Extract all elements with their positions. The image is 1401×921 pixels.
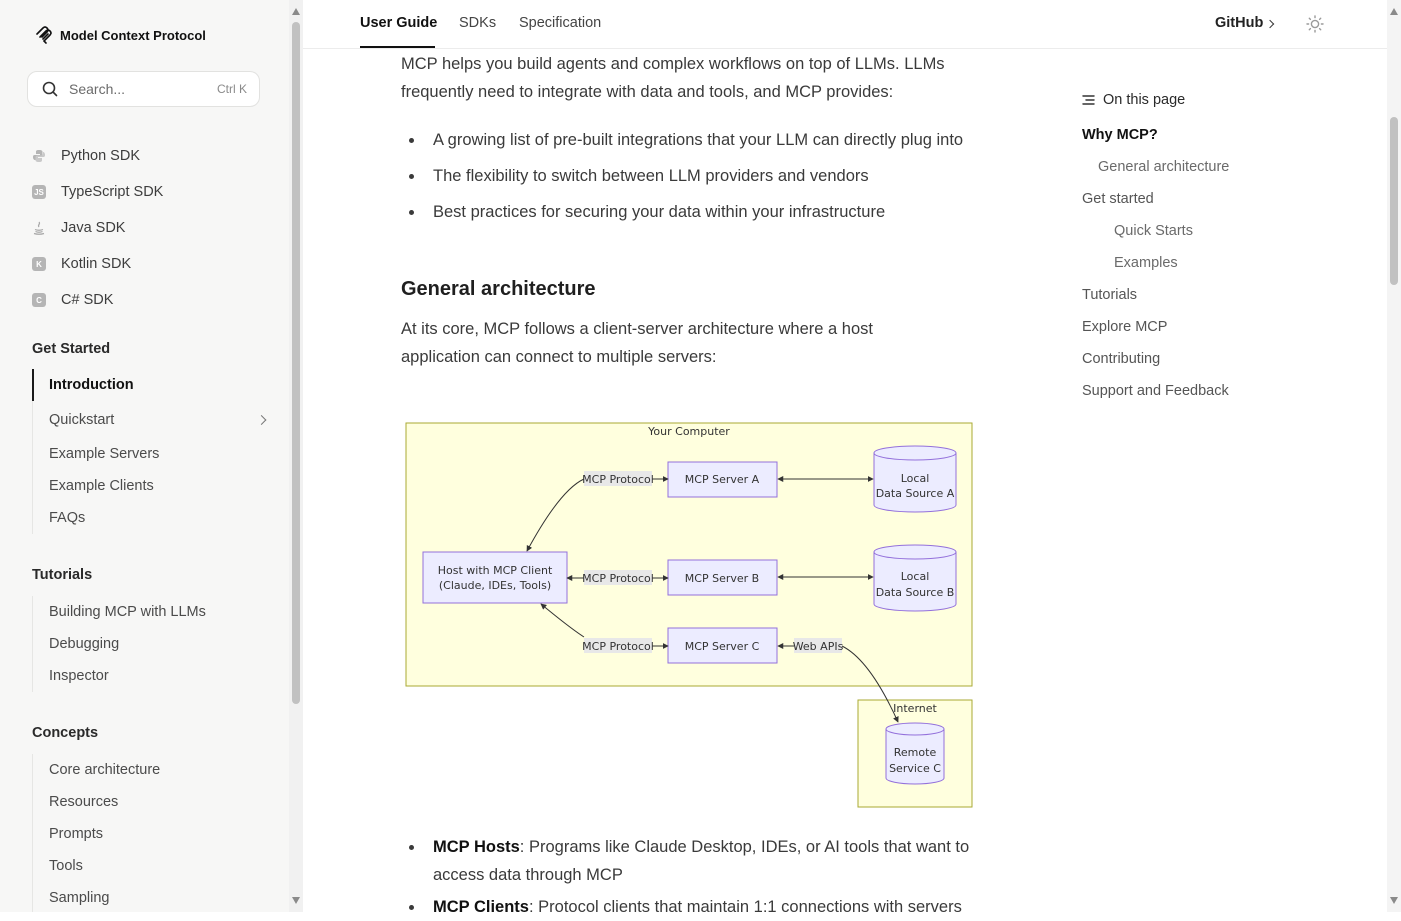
sidebar-item-typescript-sdk[interactable] xyxy=(32,174,272,210)
chevron-right-icon xyxy=(257,415,267,425)
definition-text: : Protocol clients that maintain 1:1 connections with servers xyxy=(528,898,962,916)
host-label-line1: Host with MCP Client xyxy=(437,564,553,577)
definition-text: : Programs like Claude Desktop, IDEs, or AI tools that want to access data through MCP xyxy=(433,838,970,884)
sidebar-item-label: Kotlin SDK xyxy=(61,256,132,272)
nav-list-concepts xyxy=(32,754,273,912)
toc-heading xyxy=(1082,90,1342,110)
toc-item-get-started[interactable]: Get started xyxy=(1082,191,1154,207)
sidebar-scrollbar[interactable] xyxy=(289,0,303,912)
sidebar-item-core-architecture[interactable]: Core architecture xyxy=(49,762,161,778)
csharp-icon: C xyxy=(32,293,46,307)
remote-service-line1: Remote xyxy=(893,746,937,759)
architecture-diagram xyxy=(403,420,975,812)
typescript-icon: JS xyxy=(32,185,46,199)
sidebar-item-csharp-sdk[interactable] xyxy=(32,282,272,318)
term-mcp-hosts: MCP Hosts xyxy=(433,838,520,856)
kotlin-icon: K xyxy=(32,257,46,271)
sidebar-scrollbar-thumb[interactable] xyxy=(292,22,300,704)
sidebar-item-label: TypeScript SDK xyxy=(61,184,164,200)
sidebar-item-resources[interactable]: Resources xyxy=(49,794,119,810)
data-source-a-line2: Data Source A xyxy=(875,487,955,500)
nav-list-tutorials xyxy=(32,596,273,692)
sidebar-item-kotlin-sdk[interactable] xyxy=(32,246,272,282)
sidebar-item-example-clients[interactable]: Example Clients xyxy=(49,478,154,494)
page-scrollbar-thumb[interactable] xyxy=(1390,117,1398,285)
toc-item-quick-starts[interactable]: Quick Starts xyxy=(1114,223,1193,239)
tab-sdks[interactable]: SDKs xyxy=(459,15,497,31)
sidebar-item-debugging[interactable]: Debugging xyxy=(49,636,120,652)
host-label-line2: (Claude, IDEs, Tools) xyxy=(438,579,552,592)
sdk-list xyxy=(32,138,272,318)
sidebar-item-inspector[interactable]: Inspector xyxy=(49,668,109,684)
search-shortcut: Ctrl K xyxy=(217,82,247,96)
list-item xyxy=(401,833,981,889)
logo-text: Model Context Protocol xyxy=(60,27,206,43)
mcp-logo-icon xyxy=(34,25,54,45)
scroll-up-arrow-icon[interactable] xyxy=(1390,8,1398,15)
search-placeholder: Search... xyxy=(69,81,126,97)
sidebar-item-faqs[interactable]: FAQs xyxy=(49,510,86,526)
search-icon xyxy=(41,80,59,98)
sidebar-item-python-sdk[interactable] xyxy=(32,138,272,174)
sidebar-item-introduction[interactable]: Introduction xyxy=(33,369,273,401)
section-title-concepts: Concepts xyxy=(32,725,99,741)
main-content xyxy=(401,50,991,371)
sidebar-item-prompts[interactable]: Prompts xyxy=(49,826,103,842)
host-node xyxy=(423,552,567,603)
chevron-right-icon xyxy=(1266,20,1274,28)
toc-item-contributing[interactable]: Contributing xyxy=(1082,351,1161,367)
page-scrollbar[interactable] xyxy=(1387,0,1401,912)
sidebar-item-label: Java SDK xyxy=(61,220,126,236)
edge-label-web-apis: Web APIs xyxy=(792,640,844,653)
sidebar xyxy=(0,0,289,912)
server-b-label: MCP Server B xyxy=(684,572,760,585)
python-icon xyxy=(32,149,46,163)
section-title-get-started: Get Started xyxy=(32,341,111,357)
toc-heading-text: On this page xyxy=(1103,92,1186,108)
toc-item-support-and-feedback[interactable]: Support and Feedback xyxy=(1082,383,1229,399)
server-c-label: MCP Server C xyxy=(684,640,760,653)
sidebar-item-java-sdk[interactable] xyxy=(32,210,272,246)
scroll-down-arrow-icon[interactable] xyxy=(292,897,300,904)
list-item xyxy=(401,893,981,921)
list-item: A growing list of pre-built integrations that your LLM can directly plug into xyxy=(401,126,991,154)
sidebar-item-quickstart[interactable] xyxy=(33,402,273,438)
sidebar-item-label: Python SDK xyxy=(61,148,140,164)
search-input[interactable] xyxy=(27,71,260,107)
remote-service-line2: Service C xyxy=(889,762,941,775)
toc-item-examples[interactable]: Examples xyxy=(1114,255,1178,271)
toc-item-tutorials[interactable]: Tutorials xyxy=(1082,287,1138,303)
nav-list-get-started xyxy=(32,369,273,534)
group-label-your-computer: Your Computer xyxy=(648,425,730,438)
scroll-up-arrow-icon[interactable] xyxy=(292,8,300,15)
list-item: Best practices for securing your data within your infrastructure xyxy=(401,198,991,226)
sidebar-item-label: Quickstart xyxy=(49,412,115,428)
java-icon xyxy=(32,221,46,235)
theme-toggle-sun-icon[interactable] xyxy=(1306,15,1324,33)
sidebar-item-sampling[interactable]: Sampling xyxy=(49,890,110,906)
list-item: The flexibility to switch between LLM providers and vendors xyxy=(401,162,991,190)
toc-item-general-architecture[interactable]: General architecture xyxy=(1098,159,1230,175)
section-title-tutorials: Tutorials xyxy=(32,567,93,583)
list-icon xyxy=(1082,94,1096,106)
section-heading-general-architecture: General architecture xyxy=(401,278,596,300)
architecture-paragraph: At its core, MCP follows a client-server architecture where a host application can connect to multiple servers: xyxy=(401,320,873,366)
intro-paragraph: MCP helps you build agents and complex workflows on top of LLMs. LLMs frequently need to integrate with data and tools, and MCP provides: xyxy=(401,55,945,101)
tab-user-guide[interactable]: User Guide xyxy=(360,15,438,31)
term-mcp-clients: MCP Clients xyxy=(433,898,529,916)
edge-label-mcp-protocol: MCP Protocol xyxy=(582,473,654,486)
group-label-internet: Internet xyxy=(893,702,937,715)
sidebar-item-tools[interactable]: Tools xyxy=(49,858,83,874)
benefits-list xyxy=(401,126,991,226)
active-tab-indicator xyxy=(360,46,435,48)
toc-item-why-mcp[interactable]: Why MCP? xyxy=(1082,127,1158,143)
table-of-contents xyxy=(1082,90,1342,399)
sidebar-item-label: C# SDK xyxy=(61,292,114,308)
sidebar-item-example-servers[interactable]: Example Servers xyxy=(49,446,160,462)
edge-label-mcp-protocol: MCP Protocol xyxy=(582,640,654,653)
logo[interactable] xyxy=(34,25,206,45)
definitions-list xyxy=(401,833,981,921)
tab-specification[interactable]: Specification xyxy=(519,15,602,31)
scroll-down-arrow-icon[interactable] xyxy=(1390,897,1398,904)
github-link[interactable]: GitHub xyxy=(1215,15,1264,31)
top-navigation xyxy=(303,0,1387,49)
toc-item-explore-mcp[interactable]: Explore MCP xyxy=(1082,319,1168,335)
edge-label-mcp-protocol: MCP Protocol xyxy=(582,572,654,585)
data-source-b-line2: Data Source B xyxy=(875,586,955,599)
sidebar-item-building-mcp-with-llms[interactable]: Building MCP with LLMs xyxy=(49,604,206,620)
server-a-label: MCP Server A xyxy=(684,473,760,486)
data-source-b-line1: Local xyxy=(900,570,930,583)
data-source-a-line1: Local xyxy=(900,472,930,485)
